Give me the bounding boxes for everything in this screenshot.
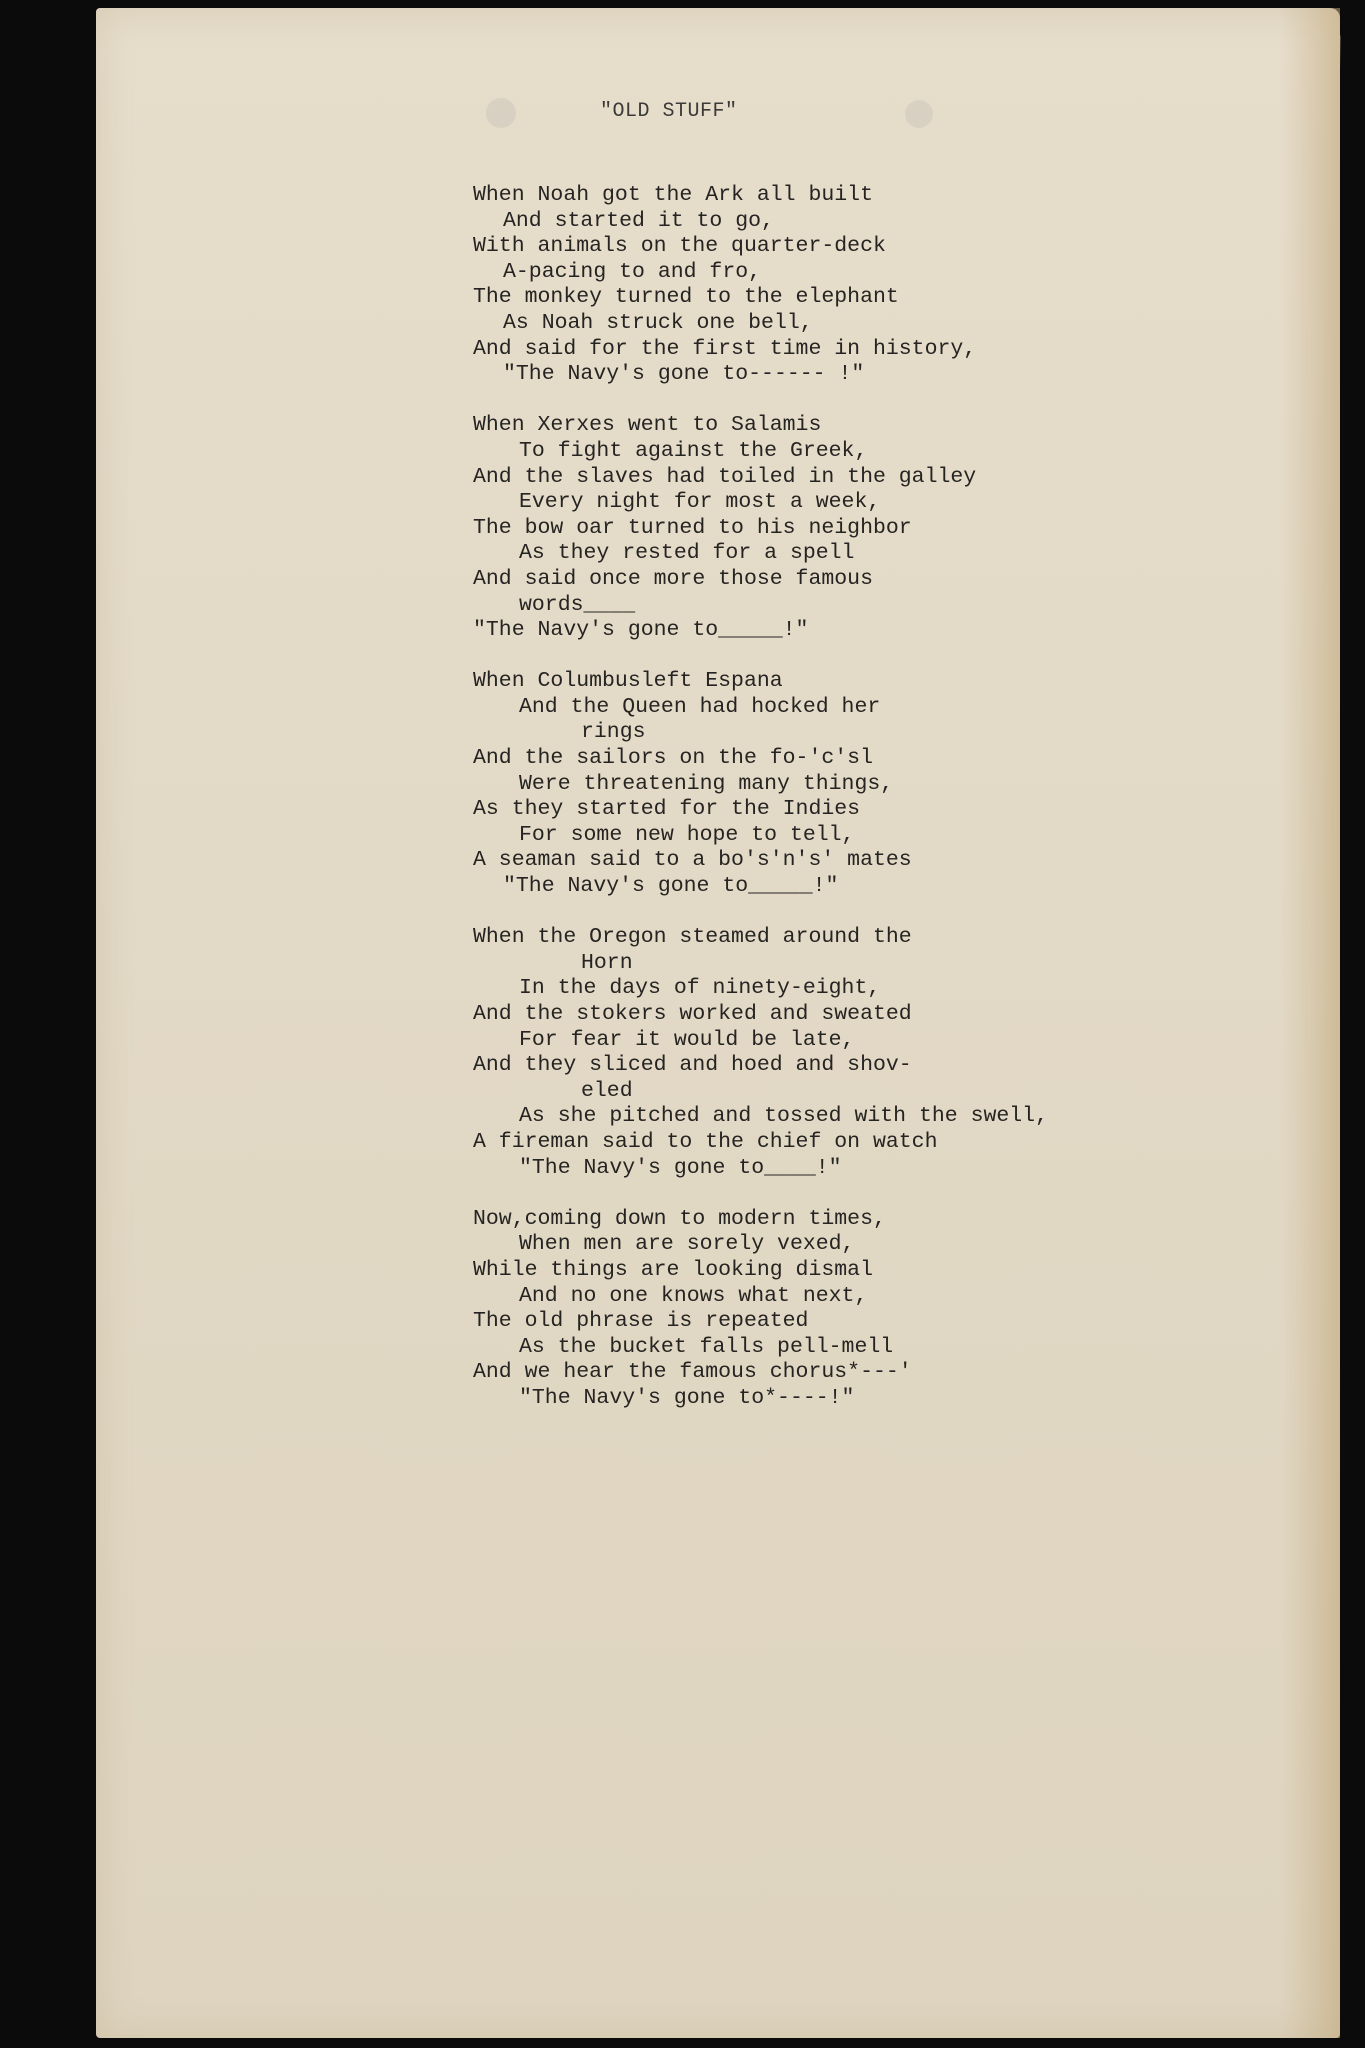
poem-line: The old phrase is repeated — [473, 1309, 809, 1334]
poem-line: eled — [581, 1078, 633, 1103]
poem-line: words____ — [519, 592, 636, 617]
poem-line: As she pitched and tossed with the swell, — [519, 1104, 1048, 1129]
stanza — [473, 669, 1273, 899]
edge-stain — [1280, 8, 1340, 2038]
poem-line: "The Navy's gone to*----!" — [519, 1385, 855, 1410]
poem-line: rings — [581, 720, 646, 745]
poem-line: And started it to go, — [503, 208, 774, 233]
poem-line: "The Navy's gone to_____!" — [473, 618, 809, 643]
poem-line: While things are looking dismal — [473, 1257, 873, 1282]
poem-line: "The Navy's gone to____!" — [519, 1155, 842, 1180]
poem-line: As the bucket falls pell-mell — [519, 1334, 894, 1359]
poem-line: A-pacing to and fro, — [503, 259, 762, 284]
poem-line: The monkey turned to the elephant — [473, 285, 899, 310]
poem-line: The bow oar turned to his neighbor — [473, 515, 912, 540]
poem-line: Now,coming down to modern times, — [473, 1206, 886, 1231]
poem-line: Horn — [581, 950, 633, 975]
poem-line: And the Queen had hocked her — [519, 694, 881, 719]
poem-line: And the sailors on the fo-'c'sl — [473, 746, 873, 771]
poem-line: As they started for the Indies — [473, 797, 861, 822]
poem-line: And the slaves had toiled in the galley — [473, 464, 977, 489]
poem-line: And they sliced and hoed and shov- — [473, 1053, 912, 1078]
poem-line: When Columbusleft Espana — [473, 669, 783, 694]
stanza — [473, 1207, 1273, 1412]
poem-line: And said once more those famous — [473, 566, 873, 591]
poem-line: In the days of ninety-eight, — [519, 976, 881, 1001]
poem-line: As Noah struck one bell, — [503, 310, 813, 335]
poem-line: When Noah got the Ark all built — [473, 183, 873, 207]
poem-line: A seaman said to a bo's'n's' mates — [473, 848, 912, 873]
poem-line: And said for the first time in history, — [473, 336, 977, 361]
poem-line: To fight against the Greek, — [519, 438, 868, 463]
poem-body — [473, 183, 1273, 1437]
poem-line: "The Navy's gone to------ !" — [503, 362, 865, 387]
poem-line: For some new hope to tell, — [519, 822, 855, 847]
poem-line: And the stokers worked and sweated — [473, 1002, 912, 1026]
poem-line: "The Navy's gone to_____!" — [503, 874, 839, 899]
poem-line: A fireman said to the chief on watch — [473, 1129, 938, 1154]
poem-line: Were threatening many things, — [519, 771, 894, 796]
smudge — [905, 100, 933, 128]
smudge — [486, 98, 516, 128]
poem-line: When men are sorely vexed, — [519, 1232, 855, 1257]
poem-line: With animals on the quarter-deck — [473, 234, 886, 259]
stanza — [473, 925, 1273, 1181]
stanza — [473, 413, 1273, 643]
poem-line: When the Oregon steamed around the — [473, 925, 912, 950]
poem-line: Every night for most a week, — [519, 490, 881, 515]
stanza — [473, 183, 1273, 388]
poem-title: "OLD STUFF" — [600, 100, 738, 123]
poem-line: For fear it would be late, — [519, 1027, 855, 1052]
poem-line: And we hear the famous chorus*---' — [473, 1360, 912, 1385]
poem-line: As they rested for a spell — [519, 541, 855, 566]
poem-line: When Xerxes went to Salamis — [473, 413, 822, 438]
poem-line: And no one knows what next, — [519, 1283, 868, 1308]
